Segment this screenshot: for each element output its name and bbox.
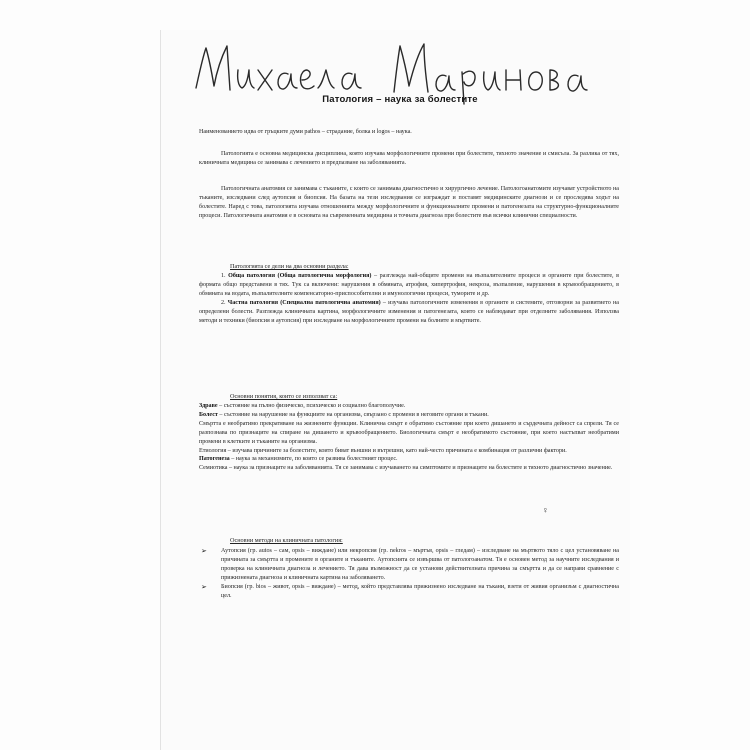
definition-disease-term: Болест — [199, 411, 218, 418]
handwritten-mark-icon: ♀ — [542, 505, 549, 515]
handwritten-signature — [0, 0, 750, 130]
paragraph-2 — [199, 185, 619, 221]
intro-text: Наименованието идва от гръцките думи pathos – страдание, болка и logos – наука. — [199, 129, 412, 135]
definition-health-text: – състояние на пълно физическо, психическо и социално благополучие. — [217, 403, 406, 409]
paper-edge — [160, 30, 161, 750]
definition-disease — [199, 411, 619, 420]
intro-paragraph — [199, 128, 619, 137]
section-heading-divisions: Патологията се дели на два основни раздела: — [230, 263, 349, 270]
division-item-general — [199, 272, 619, 299]
definition-health — [199, 402, 619, 411]
division-item-special — [199, 299, 619, 326]
section-heading-methods: Основни методи на клиничната патология: — [230, 537, 343, 544]
arrow-bullet-icon: ➢ — [201, 547, 207, 555]
definition-disease-text: – състояние на нарушение на функциите на организма, свързано с промени в неговите органи и тъкани. — [217, 411, 489, 418]
method-biopsy — [199, 583, 619, 601]
division-item-special-text: – изучава патологичните изменения в органите и системите, отговорни за развитието на определени болести. Разглежда клиничната картина, морфологичните изменения и патогенезата, които се наблюдават при отделните заболявания. Използва методи и техники (биопсия и аутопсия) при изследване на морфологичните промени на болните и мъртвите. — [199, 299, 620, 324]
definition-health-term: Здраве — [199, 403, 218, 409]
paragraph-1 — [199, 150, 619, 168]
arrow-bullet-icon: ➢ — [201, 582, 207, 591]
methods-list — [199, 547, 619, 600]
definition-pathogenesis — [199, 455, 619, 464]
method-biopsy-text: Биопсия (гр. bios – живот, opsis – виждане) – метод, който представлява прижизнено изследване на тъкани, взети от живия организъм с диагностична цел. — [221, 583, 619, 599]
method-autopsy-text: Аутопсия (гр. autos – сам, opsis – виждане) или некропсия (гр. nekros – мъртъв, opsis – гледам) – изследване на мъртвото тяло с цел установяване на причината за смъртта и промените в органите и тъканите. Аутопсията се извършва от патологоанатом. Тя е основен метод за научните изследвания и проверка на клиничната диагноза и лечението. Тя дава възможност да се установи действителната причина за смъртта и да се направи сравнение с прижизнената диагноза и клиничната картина на заболяването. — [221, 548, 619, 581]
definition-pathogenesis-text: – наука за механизмите, по които се развива болестният процес. — [229, 456, 398, 463]
section-heading-concepts: Основни понятия, които се използват са: — [230, 393, 338, 400]
definition-etiology: Етиология – изучава причините за болестите, които биват външни и вътрешни, като най-често причината е комбинация от различни фактори. — [199, 447, 567, 454]
division-item-general-number: 1. — [221, 273, 226, 279]
division-list — [199, 272, 619, 325]
division-item-general-label: Обща патология (Обща патологична морфология) — [228, 273, 372, 279]
definition-pathogenesis-term: Патогенеза — [199, 456, 230, 463]
document-title: Патология – наука за болестите — [322, 94, 478, 105]
definition-death: Смъртта е необратимо прекратяване на жизнените функции. Клинична смърт е обратимо състояние при което дишането и сърдечната дейност са спрели. Тя се разпознава по признаците на спиране на дишането и кръвообращението. Биологичната смърт е необратимото състояние, при което настъпват необратими промени в клетките и тъканите на организма. — [199, 420, 619, 445]
division-item-general-text: – разглежда най-общите промени на възпалителните процеси и органите при болестите, в формата общо представени в тях. Тук са включени: нарушения в обмяната, атрофия, хипертрофия, некроза, възпаление, нарушения в кръвообращението, в обмяната на водата, възпалителните компенсаторно-приспособителни и имунологични процеси, туморите и др. — [199, 273, 619, 297]
definitions — [199, 402, 619, 473]
division-item-special-number: 2. — [221, 299, 226, 306]
method-autopsy — [199, 547, 619, 583]
paper-sheet — [160, 30, 630, 750]
division-item-special-label: Частна патология (Специална патологична анатомия) — [227, 299, 381, 306]
definition-semiotics: Семиотика – наука за признаците на заболяванията. Тя се занимава с изучаването на симптомите и признаците на болестите и тяхното диагностично значение. — [199, 465, 613, 472]
paragraph-2-text: Патологичната анатомия се занимава с тъканите, с които се занимава диагностично и хирургично лечение. Патологоанатомите изучават устройството на тъканите, изследвани след аутопсия и биопсия. На базата на тези изследвания се изграждат и поставят медицинските диагнози и се проследява ходът на болестите. Наред с това, патологията изучава отношенията между морфологичните и функционалните промени и патогенезата на структурно-функционалните процеси. Патологичната анатомия е в основата на съвременната медицина и точната диагноза при болестите във всички клинични специалности. — [199, 186, 619, 219]
paragraph-1-text: Патологията е основна медицинска дисциплина, която изучава морфологичните промени при болестите, тяхното значение и смисъла. За разлика от тях, клиничната медицина се занимава с лечението и предпазване на заболяванията. — [199, 151, 619, 166]
